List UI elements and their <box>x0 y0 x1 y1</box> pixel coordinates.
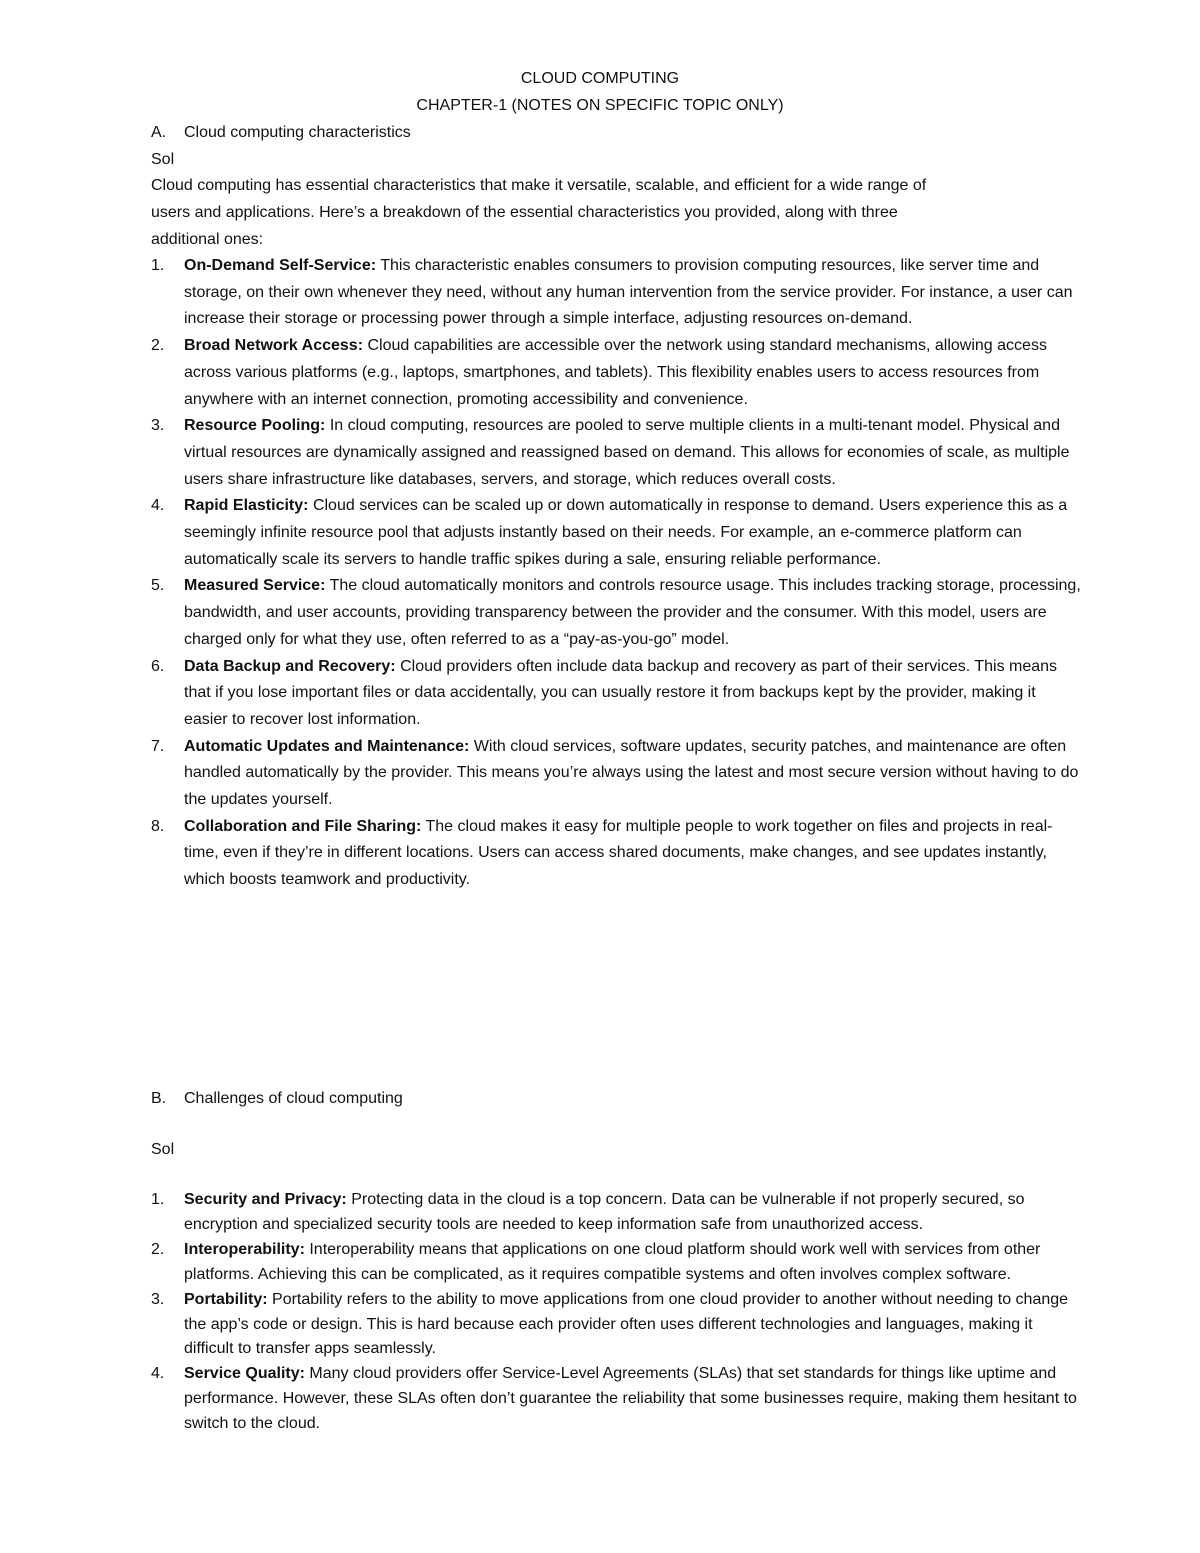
item-number: 1. <box>151 1191 165 1208</box>
section-a-sol: Sol <box>151 151 175 168</box>
item-text: Cloud providers often include data backup and recovery as part of their services. This means that if you lose important files or data accidentally, you can usually restore it from backups kept by the provider, making it easier to recover lost information. <box>184 657 1058 728</box>
section-a-heading <box>151 124 411 142</box>
challenges-list <box>151 1188 1081 1437</box>
item-number: 2. <box>151 337 165 355</box>
list-item <box>151 493 1081 573</box>
item-text: Cloud services can be scaled up or down automatically in response to demand. Users experience this as a seemingly infinite resource pool that adjusts instantly based on their needs. For example, an e-commerce platform can automatically scale its servers to handle traffic spikes during a sale, ensuring reliable performance. <box>184 497 1068 568</box>
item-term: On-Demand Self-Service: <box>184 257 377 274</box>
intro-line: Cloud computing has essential characteristics that make it versatile, scalable, and efficient for a wide range of <box>151 177 927 194</box>
list-item <box>151 814 1081 894</box>
item-term: Service Quality: <box>184 1365 305 1383</box>
list-item <box>151 1238 1081 1288</box>
section-b-sol: Sol <box>151 1141 175 1158</box>
intro-line: users and applications. Here’s a breakdown of the essential characteristics you provided, along with three <box>151 203 898 221</box>
item-text: In cloud computing, resources are pooled to serve multiple clients in a multi-tenant model. Physical and virtual resources are dynamically assigned and reassigned based on demand. This allows for economies of scale, as multiple users share infrastructure like databases, servers, and storage, which reduces overall costs. <box>184 417 1070 488</box>
item-term: Portability: <box>184 1290 268 1308</box>
list-item <box>151 333 1081 413</box>
item-text: The cloud makes it easy for multiple people to work together on files and projects in real-time, even if they’re in different locations. Users can access shared documents, make changes, and see updates instantly, which boosts teamwork and productivity. <box>184 817 1053 889</box>
list-item <box>151 253 1081 333</box>
item-text: Interoperability means that applications on one cloud platform should work well with services from other platforms. Achieving this can be complicated, as it requires compatible systems and often involves complex software. <box>184 1240 1041 1283</box>
list-item <box>151 1188 1081 1238</box>
item-number: 2. <box>151 1240 165 1258</box>
document-subtitle: CHAPTER-1 (NOTES ON SPECIFIC TOPIC ONLY) <box>416 97 784 114</box>
item-number: 3. <box>151 417 165 435</box>
item-text: The cloud automatically monitors and controls resource usage. This includes tracking storage, processing, bandwidth, and user accounts, providing transparency between the provider and the consumer. With this model, users are charged only for what they use, often referred to as a “pay-as-you-go” model. <box>184 577 1081 648</box>
item-term: Rapid Elasticity: <box>184 497 309 515</box>
item-text: This characteristic enables consumers to provision computing resources, like server time and storage, on their own whenever they need, without any human intervention from the service provider. For instance, a user can increase their storage or processing power through a simple interface, adjusting resources on-demand. <box>184 257 1073 328</box>
section-a-title: Cloud computing characteristics <box>184 124 411 141</box>
item-term: Data Backup and Recovery: <box>184 657 396 675</box>
item-number: 5. <box>151 577 165 595</box>
item-number: 4. <box>151 1365 165 1383</box>
list-item <box>151 734 1081 814</box>
item-text: With cloud services, software updates, security patches, and maintenance are often handled automatically by the provider. This means you’re always using the latest and most secure version without having to do the updates yourself. <box>184 737 1079 809</box>
characteristics-list <box>151 253 1081 894</box>
item-term: Collaboration and File Sharing: <box>184 817 422 835</box>
item-term: Security and Privacy: <box>184 1191 347 1208</box>
item-term: Measured Service: <box>184 577 326 595</box>
item-term: Resource Pooling: <box>184 417 326 435</box>
item-term: Interoperability: <box>184 1240 305 1258</box>
item-number: 1. <box>151 257 165 274</box>
item-number: 6. <box>151 657 165 675</box>
list-item <box>151 1362 1081 1437</box>
section-a-intro <box>151 173 1081 253</box>
list-item <box>151 1288 1081 1363</box>
document-title: CLOUD COMPUTING <box>520 70 680 87</box>
item-text: Cloud capabilities are accessible over the network using standard mechanisms, allowing access across various platforms (e.g., laptops, smartphones, and tablets). This flexibility enables users to access resources from anywhere with an internet connection, promoting accessibility and convenience. <box>184 337 1047 408</box>
item-number: 8. <box>151 817 165 835</box>
section-b-heading <box>151 1090 403 1108</box>
item-number: 3. <box>151 1290 165 1308</box>
item-number: 7. <box>151 737 165 755</box>
item-text: Many cloud providers offer Service-Level Agreements (SLAs) that set standards for things like uptime and performance. However, these SLAs often don’t guarantee the reliability that some businesses require, making them hesitant to switch to the cloud. <box>184 1365 1077 1433</box>
section-b-letter: B. <box>151 1090 167 1107</box>
item-text: Protecting data in the cloud is a top concern. Data can be vulnerable if not properly secured, so encryption and specialized security tools are needed to keep information safe from unauthorized access. <box>184 1191 1025 1233</box>
item-number: 4. <box>151 497 165 515</box>
list-item <box>151 413 1081 493</box>
list-item <box>151 654 1081 734</box>
list-item <box>151 573 1081 653</box>
section-b-title: Challenges of cloud computing <box>184 1090 403 1107</box>
section-a-letter: A. <box>151 124 167 141</box>
item-term: Automatic Updates and Maintenance: <box>184 737 470 755</box>
intro-line: additional ones: <box>151 230 264 248</box>
item-text: Portability refers to the ability to move applications from one cloud provider to another without needing to change the app’s code or design. This is hard because each provider often uses different technologies and languages, making it difficult to transfer apps seamlessly. <box>184 1290 1069 1358</box>
item-term: Broad Network Access: <box>184 337 364 355</box>
